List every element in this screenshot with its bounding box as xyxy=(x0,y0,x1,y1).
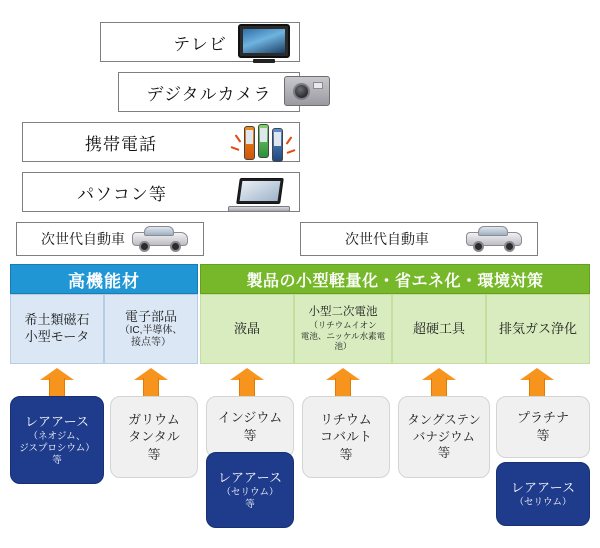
material-box-rare-earth-neodymium xyxy=(10,396,104,484)
material-label-line: インジウム xyxy=(217,410,283,426)
application-label-main: 超硬工具 xyxy=(412,320,465,336)
arrow-up-lithium xyxy=(326,368,360,398)
material-label-sub: （セリウム） xyxy=(514,496,572,508)
application-label-main: 小型二次電池 xyxy=(308,306,378,319)
application-label-main: 電子部品 xyxy=(124,308,177,324)
material-label-line: プラチナ xyxy=(516,410,569,426)
material-box-rare-earth-cerium-platinum xyxy=(496,462,590,526)
arrow-up-indium xyxy=(230,368,264,398)
product-box-digital-camera xyxy=(118,72,300,112)
material-label-line: ガリウム xyxy=(128,411,180,427)
application-label-main: 液晶 xyxy=(233,320,260,336)
material-box-platinum xyxy=(496,396,590,458)
product-label-mobile-phone: 携帯電話 xyxy=(85,134,157,154)
material-box-rare-earth-cerium-indium xyxy=(206,452,294,528)
material-label-sub: ジスプロシウム） xyxy=(19,442,95,454)
product-label-next-gen-vehicle-left: 次世代自動車 xyxy=(41,231,125,247)
material-label-line: 等 xyxy=(339,446,353,462)
application-cell-rare-earth-magnet xyxy=(10,294,104,364)
mobile-phone-icon xyxy=(232,122,292,164)
arrow-up-platinum xyxy=(520,368,554,398)
material-label-sub: （ネオジム、 xyxy=(28,430,86,442)
product-label-digital-camera: デジタルカメラ xyxy=(146,84,272,104)
material-label-line: リチウム xyxy=(320,411,372,427)
material-label-sub: 等 xyxy=(245,498,255,510)
material-box-gallium-tantalum xyxy=(110,396,198,478)
material-box-tungsten-vanadium xyxy=(398,396,490,478)
arrow-up-gallium xyxy=(134,368,168,398)
material-label-line: 等 xyxy=(147,446,161,462)
material-box-lithium-cobalt xyxy=(302,396,390,478)
application-cell-liquid-crystal xyxy=(200,294,294,364)
product-label-personal-computer: パソコン等 xyxy=(77,184,167,204)
application-cell-secondary-battery xyxy=(294,294,392,364)
car-icon xyxy=(132,224,188,254)
band-label-high-performance-material: 高機能材 xyxy=(68,271,140,291)
application-label-sub: （IC,半導体、 xyxy=(119,325,183,337)
material-label-sub: 等 xyxy=(52,454,62,466)
material-label-line: タンタル xyxy=(128,429,180,445)
material-label-line: レアアース xyxy=(25,414,89,430)
product-label-television: テレビ xyxy=(173,34,227,54)
material-label-sub: （セリウム） xyxy=(221,486,279,498)
application-label-main: 排気ガス浄化 xyxy=(498,320,577,336)
application-cell-carbide-tools xyxy=(392,294,486,364)
application-label-main: 希土類磁石 xyxy=(24,312,90,328)
application-cell-electronic-components xyxy=(104,294,198,364)
band-product-benefits xyxy=(200,264,590,294)
material-box-indium xyxy=(206,396,294,458)
material-label-line: 等 xyxy=(536,428,550,443)
material-label-line: コバルト xyxy=(319,429,372,445)
application-cell-exhaust-gas-purification xyxy=(486,294,590,364)
band-high-performance-material xyxy=(10,264,198,294)
application-label-tiny: 電池、ニッケル水素電池） xyxy=(300,330,386,352)
arrow-up-tungsten xyxy=(422,368,456,398)
material-label-line: 等 xyxy=(437,446,451,461)
car-icon xyxy=(466,224,522,254)
application-label-main2: 小型モータ xyxy=(24,329,90,344)
arrow-up-rare-earth xyxy=(40,368,74,398)
product-label-next-gen-vehicle-right: 次世代自動車 xyxy=(345,231,429,247)
material-label-line: タングステン xyxy=(407,412,481,427)
television-icon xyxy=(238,24,290,63)
application-label-sub: （リチウムイオン xyxy=(309,319,377,330)
material-label-line: バナジウム xyxy=(412,429,476,444)
camera-icon xyxy=(284,76,330,106)
laptop-icon xyxy=(228,178,290,212)
material-label-line: レアアース xyxy=(511,480,575,496)
application-label-sub2: 接点等） xyxy=(131,337,171,349)
band-label-product-benefits: 製品の小型軽量化・省エネ化・環境対策 xyxy=(246,272,544,290)
material-label-line: レアアース xyxy=(218,470,282,486)
material-label-line: 等 xyxy=(243,428,257,443)
